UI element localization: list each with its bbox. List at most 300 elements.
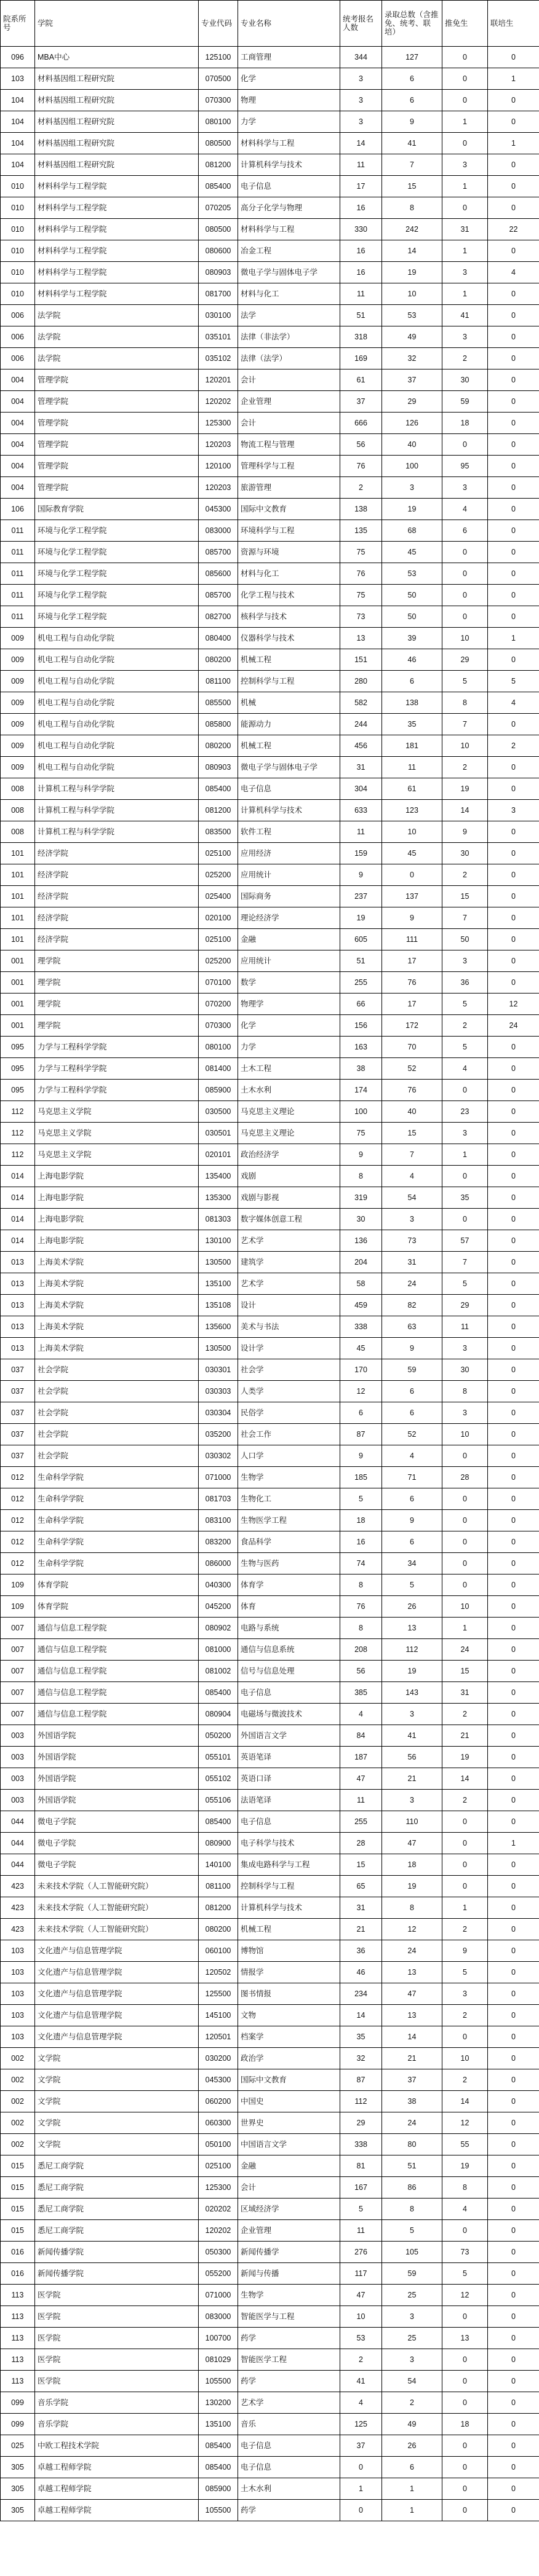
- cell-major-code: 055106: [199, 1790, 238, 1811]
- cell-college: 管理学院: [35, 477, 199, 499]
- cell-major-name: 情报学: [238, 1962, 340, 1983]
- cell-applicants: 75: [340, 542, 382, 563]
- cell-major-code: 045300: [199, 2069, 238, 2091]
- cell-dept-code: 104: [1, 111, 35, 133]
- cell-joint: 0: [488, 1058, 539, 1080]
- header-major-name: 专业名称: [238, 1, 340, 47]
- cell-college: 通信与信息工程学院: [35, 1639, 199, 1661]
- cell-dept-code: 012: [1, 1467, 35, 1488]
- cell-recommended: 0: [442, 2435, 488, 2457]
- cell-major-code: 105500: [199, 2500, 238, 2521]
- cell-applicants: 87: [340, 1424, 382, 1445]
- cell-major-code: 030301: [199, 1359, 238, 1381]
- cell-joint: 0: [488, 111, 539, 133]
- cell-applicants: 8: [340, 1166, 382, 1187]
- cell-dept-code: 011: [1, 606, 35, 628]
- cell-college: 材料基因组工程研究院: [35, 154, 199, 176]
- cell-applicants: 167: [340, 2177, 382, 2199]
- cell-major-code: 120501: [199, 2026, 238, 2048]
- cell-dept-code: 011: [1, 520, 35, 542]
- cell-admitted-total: 110: [382, 1811, 442, 1833]
- cell-major-code: 030303: [199, 1381, 238, 1402]
- cell-college: 通信与信息工程学院: [35, 1682, 199, 1704]
- cell-dept-code: 113: [1, 2371, 35, 2392]
- cell-applicants: 280: [340, 671, 382, 692]
- cell-applicants: 16: [340, 197, 382, 219]
- cell-major-name: 智能医学工程: [238, 2349, 340, 2371]
- cell-recommended: 15: [442, 1661, 488, 1682]
- table-row: [1, 950, 539, 972]
- cell-recommended: 50: [442, 929, 488, 950]
- header-college: 学院: [35, 1, 199, 47]
- cell-major-code: 070100: [199, 972, 238, 994]
- cell-joint: 0: [488, 1338, 539, 1359]
- cell-joint: 0: [488, 1639, 539, 1661]
- cell-admitted-total: 111: [382, 929, 442, 950]
- cell-admitted-total: 19: [382, 1661, 442, 1682]
- cell-college: 文化遗产与信息管理学院: [35, 1983, 199, 2005]
- cell-applicants: 16: [340, 1531, 382, 1553]
- cell-joint: 0: [488, 90, 539, 111]
- cell-major-code: 120202: [199, 2220, 238, 2242]
- cell-joint: 24: [488, 1015, 539, 1037]
- cell-major-name: 土木水利: [238, 1080, 340, 1101]
- cell-major-name: 计算机科学与技术: [238, 1897, 340, 1919]
- table-row: [1, 348, 539, 369]
- cell-major-code: 085700: [199, 585, 238, 606]
- cell-applicants: 0: [340, 2500, 382, 2521]
- cell-dept-code: 014: [1, 1209, 35, 1230]
- cell-recommended: 0: [442, 1531, 488, 1553]
- table-row: [1, 2457, 539, 2478]
- cell-major-name: 环境科学与工程: [238, 520, 340, 542]
- cell-major-code: 070300: [199, 90, 238, 111]
- cell-admitted-total: 63: [382, 1316, 442, 1338]
- cell-major-name: 食品科学: [238, 1531, 340, 1553]
- cell-joint: 0: [488, 2478, 539, 2500]
- cell-joint: 0: [488, 1037, 539, 1058]
- cell-major-code: 145100: [199, 2005, 238, 2026]
- table-row: [1, 1058, 539, 1080]
- cell-joint: 0: [488, 714, 539, 735]
- cell-admitted-total: 25: [382, 2285, 442, 2306]
- cell-admitted-total: 1: [382, 2500, 442, 2521]
- cell-major-name: 世界史: [238, 2112, 340, 2134]
- cell-applicants: 28: [340, 1833, 382, 1854]
- cell-recommended: 3: [442, 262, 488, 283]
- table-row: [1, 2435, 539, 2457]
- table-row: [1, 692, 539, 714]
- cell-major-code: 025200: [199, 950, 238, 972]
- table-row: [1, 477, 539, 499]
- cell-joint: 0: [488, 1574, 539, 1596]
- cell-applicants: 6: [340, 1402, 382, 1424]
- cell-major-code: 130500: [199, 1252, 238, 1273]
- cell-major-code: 080900: [199, 1833, 238, 1854]
- cell-major-name: 通信与信息系统: [238, 1639, 340, 1661]
- cell-admitted-total: 3: [382, 2349, 442, 2371]
- cell-major-name: 国际商务: [238, 886, 340, 907]
- cell-joint: 0: [488, 1488, 539, 1510]
- cell-recommended: 0: [442, 197, 488, 219]
- cell-college: 机电工程与自动化学院: [35, 692, 199, 714]
- cell-major-name: 电子信息: [238, 1682, 340, 1704]
- table-row: [1, 907, 539, 929]
- cell-dept-code: 007: [1, 1661, 35, 1682]
- cell-recommended: 1: [442, 1618, 488, 1639]
- cell-admitted-total: 7: [382, 1144, 442, 1166]
- table-row: [1, 2199, 539, 2220]
- cell-college: 环境与化学工程学院: [35, 606, 199, 628]
- cell-admitted-total: 15: [382, 176, 442, 197]
- cell-admitted-total: 4: [382, 1445, 442, 1467]
- cell-joint: 0: [488, 950, 539, 972]
- cell-major-code: 055200: [199, 2263, 238, 2285]
- cell-college: 上海电影学院: [35, 1230, 199, 1252]
- cell-joint: 0: [488, 1445, 539, 1467]
- cell-recommended: 3: [442, 477, 488, 499]
- cell-college: 理学院: [35, 994, 199, 1015]
- cell-major-code: 020100: [199, 907, 238, 929]
- cell-admitted-total: 37: [382, 369, 442, 391]
- cell-major-code: 080100: [199, 111, 238, 133]
- cell-joint: 0: [488, 821, 539, 843]
- cell-joint: 0: [488, 886, 539, 907]
- cell-major-code: 060200: [199, 2091, 238, 2112]
- cell-admitted-total: 41: [382, 133, 442, 154]
- cell-applicants: 11: [340, 283, 382, 305]
- cell-college: 上海美术学院: [35, 1316, 199, 1338]
- cell-college: 法学院: [35, 305, 199, 326]
- cell-joint: 0: [488, 2349, 539, 2371]
- cell-major-code: 135400: [199, 1166, 238, 1187]
- cell-major-name: 体育学: [238, 1574, 340, 1596]
- cell-recommended: 28: [442, 1467, 488, 1488]
- cell-recommended: 2: [442, 2005, 488, 2026]
- cell-applicants: 58: [340, 1273, 382, 1295]
- cell-dept-code: 010: [1, 219, 35, 240]
- table-row: [1, 2349, 539, 2371]
- cell-college: 上海电影学院: [35, 1166, 199, 1187]
- table-row: [1, 714, 539, 735]
- cell-major-name: 金融: [238, 929, 340, 950]
- cell-major-code: 085400: [199, 778, 238, 800]
- cell-major-code: 025100: [199, 2155, 238, 2177]
- cell-applicants: 151: [340, 649, 382, 671]
- cell-major-code: 085400: [199, 176, 238, 197]
- cell-college: 医学院: [35, 2285, 199, 2306]
- cell-college: 文化遗产与信息管理学院: [35, 1962, 199, 1983]
- cell-admitted-total: 54: [382, 1187, 442, 1209]
- cell-applicants: 46: [340, 1962, 382, 1983]
- table-row: [1, 1402, 539, 1424]
- cell-dept-code: 002: [1, 2091, 35, 2112]
- cell-major-code: 045300: [199, 499, 238, 520]
- cell-college: 环境与化学工程学院: [35, 585, 199, 606]
- cell-admitted-total: 34: [382, 1553, 442, 1574]
- cell-major-code: 081000: [199, 1639, 238, 1661]
- cell-college: 材料科学与工程学院: [35, 283, 199, 305]
- cell-major-code: 020202: [199, 2199, 238, 2220]
- table-row: [1, 283, 539, 305]
- cell-major-code: 035200: [199, 1424, 238, 1445]
- cell-recommended: 55: [442, 2134, 488, 2155]
- cell-applicants: 318: [340, 326, 382, 348]
- cell-joint: 1: [488, 133, 539, 154]
- cell-admitted-total: 41: [382, 1725, 442, 1747]
- cell-admitted-total: 100: [382, 456, 442, 477]
- cell-applicants: 4: [340, 2392, 382, 2414]
- cell-admitted-total: 68: [382, 520, 442, 542]
- cell-dept-code: 015: [1, 2155, 35, 2177]
- cell-recommended: 0: [442, 90, 488, 111]
- cell-dept-code: 013: [1, 1338, 35, 1359]
- cell-joint: 0: [488, 1101, 539, 1123]
- cell-recommended: 1: [442, 240, 488, 262]
- cell-admitted-total: 13: [382, 1962, 442, 1983]
- cell-applicants: 16: [340, 262, 382, 283]
- cell-college: 马克思主义学院: [35, 1123, 199, 1144]
- cell-major-code: 130500: [199, 1338, 238, 1359]
- cell-admitted-total: 6: [382, 90, 442, 111]
- table-row: [1, 1080, 539, 1101]
- cell-major-code: 083000: [199, 2306, 238, 2328]
- table-row: [1, 1445, 539, 1467]
- cell-joint: 0: [488, 1510, 539, 1531]
- table-row: [1, 262, 539, 283]
- cell-joint: 0: [488, 1531, 539, 1553]
- cell-admitted-total: 47: [382, 1983, 442, 2005]
- cell-major-name: 企业管理: [238, 2220, 340, 2242]
- cell-admitted-total: 13: [382, 1618, 442, 1639]
- cell-admitted-total: 8: [382, 197, 442, 219]
- cell-college: 环境与化学工程学院: [35, 520, 199, 542]
- cell-major-name: 计算机科学与技术: [238, 154, 340, 176]
- cell-college: 机电工程与自动化学院: [35, 671, 199, 692]
- cell-college: 医学院: [35, 2371, 199, 2392]
- cell-college: 马克思主义学院: [35, 1101, 199, 1123]
- table-row: [1, 2500, 539, 2521]
- cell-college: 文化遗产与信息管理学院: [35, 2005, 199, 2026]
- cell-college: 生命科学学院: [35, 1553, 199, 1574]
- cell-joint: 0: [488, 1704, 539, 1725]
- cell-recommended: 31: [442, 1682, 488, 1704]
- cell-applicants: 61: [340, 369, 382, 391]
- cell-admitted-total: 9: [382, 1338, 442, 1359]
- table-row: [1, 1725, 539, 1747]
- cell-applicants: 37: [340, 391, 382, 413]
- cell-dept-code: 016: [1, 2263, 35, 2285]
- cell-applicants: 138: [340, 499, 382, 520]
- cell-joint: 0: [488, 606, 539, 628]
- cell-dept-code: 016: [1, 2242, 35, 2263]
- table-row: [1, 2242, 539, 2263]
- cell-admitted-total: 123: [382, 800, 442, 821]
- cell-major-code: 085700: [199, 542, 238, 563]
- table-row: [1, 1768, 539, 1790]
- cell-dept-code: 101: [1, 907, 35, 929]
- table-row: [1, 154, 539, 176]
- table-row: [1, 2371, 539, 2392]
- cell-recommended: 6: [442, 520, 488, 542]
- cell-applicants: 31: [340, 1897, 382, 1919]
- table-row: [1, 563, 539, 585]
- cell-applicants: 29: [340, 2112, 382, 2134]
- cell-major-name: 中国史: [238, 2091, 340, 2112]
- cell-applicants: 45: [340, 1338, 382, 1359]
- cell-joint: 0: [488, 391, 539, 413]
- cell-admitted-total: 11: [382, 757, 442, 778]
- cell-recommended: 30: [442, 1359, 488, 1381]
- cell-dept-code: 037: [1, 1381, 35, 1402]
- cell-joint: 0: [488, 1596, 539, 1618]
- cell-applicants: 65: [340, 1876, 382, 1897]
- cell-major-name: 工商管理: [238, 47, 340, 68]
- cell-recommended: 0: [442, 2478, 488, 2500]
- cell-admitted-total: 59: [382, 1359, 442, 1381]
- cell-college: 音乐学院: [35, 2392, 199, 2414]
- cell-recommended: 59: [442, 391, 488, 413]
- cell-college: 文化遗产与信息管理学院: [35, 1940, 199, 1962]
- cell-major-code: 083200: [199, 1531, 238, 1553]
- cell-major-name: 理论经济学: [238, 907, 340, 929]
- cell-major-name: 新闻与传播: [238, 2263, 340, 2285]
- cell-dept-code: 003: [1, 1725, 35, 1747]
- header-applicants: 统考报名人数: [340, 1, 382, 47]
- cell-dept-code: 012: [1, 1488, 35, 1510]
- cell-applicants: 3: [340, 68, 382, 90]
- cell-major-code: 085800: [199, 714, 238, 735]
- cell-dept-code: 112: [1, 1123, 35, 1144]
- cell-major-code: 030500: [199, 1101, 238, 1123]
- cell-recommended: 10: [442, 2048, 488, 2069]
- cell-applicants: 456: [340, 735, 382, 757]
- cell-admitted-total: 53: [382, 305, 442, 326]
- cell-joint: 0: [488, 176, 539, 197]
- cell-recommended: 11: [442, 1316, 488, 1338]
- cell-joint: 0: [488, 1962, 539, 1983]
- cell-applicants: 2: [340, 477, 382, 499]
- table-row: [1, 1295, 539, 1316]
- cell-joint: 0: [488, 542, 539, 563]
- cell-dept-code: 095: [1, 1080, 35, 1101]
- cell-admitted-total: 8: [382, 1897, 442, 1919]
- cell-major-name: 化学: [238, 68, 340, 90]
- cell-college: 生命科学学院: [35, 1488, 199, 1510]
- cell-major-name: 管理科学与工程: [238, 456, 340, 477]
- cell-dept-code: 001: [1, 994, 35, 1015]
- cell-joint: 0: [488, 1273, 539, 1295]
- cell-admitted-total: 19: [382, 1876, 442, 1897]
- cell-admitted-total: 138: [382, 692, 442, 714]
- cell-major-name: 电路与系统: [238, 1618, 340, 1639]
- cell-admitted-total: 13: [382, 2005, 442, 2026]
- cell-recommended: 0: [442, 1510, 488, 1531]
- cell-admitted-total: 40: [382, 434, 442, 456]
- cell-major-code: 080100: [199, 1037, 238, 1058]
- cell-college: 生命科学学院: [35, 1510, 199, 1531]
- cell-admitted-total: 35: [382, 714, 442, 735]
- cell-admitted-total: 51: [382, 2155, 442, 2177]
- cell-recommended: 0: [442, 2220, 488, 2242]
- cell-major-name: 生物医学工程: [238, 1510, 340, 1531]
- cell-recommended: 5: [442, 2263, 488, 2285]
- cell-admitted-total: 26: [382, 1596, 442, 1618]
- cell-major-code: 050100: [199, 2134, 238, 2155]
- cell-college: 机电工程与自动化学院: [35, 649, 199, 671]
- cell-college: 材料科学与工程学院: [35, 197, 199, 219]
- cell-major-name: 区域经济学: [238, 2199, 340, 2220]
- table-row: [1, 90, 539, 111]
- cell-dept-code: 113: [1, 2285, 35, 2306]
- cell-college: 经济学院: [35, 907, 199, 929]
- cell-applicants: 170: [340, 1359, 382, 1381]
- cell-joint: 0: [488, 585, 539, 606]
- cell-dept-code: 011: [1, 585, 35, 606]
- cell-admitted-total: 47: [382, 1833, 442, 1854]
- cell-applicants: 73: [340, 606, 382, 628]
- cell-major-name: 物理: [238, 90, 340, 111]
- cell-college: 社会学院: [35, 1381, 199, 1402]
- cell-major-code: 050300: [199, 2242, 238, 2263]
- cell-joint: 0: [488, 1768, 539, 1790]
- cell-major-name: 国际中文教育: [238, 2069, 340, 2091]
- cell-applicants: 605: [340, 929, 382, 950]
- cell-college: 通信与信息工程学院: [35, 1704, 199, 1725]
- cell-admitted-total: 127: [382, 47, 442, 68]
- cell-dept-code: 044: [1, 1833, 35, 1854]
- cell-admitted-total: 73: [382, 1230, 442, 1252]
- cell-joint: 0: [488, 2457, 539, 2478]
- cell-admitted-total: 54: [382, 2371, 442, 2392]
- cell-major-name: 计算机科学与技术: [238, 800, 340, 821]
- cell-major-code: 085600: [199, 563, 238, 585]
- cell-dept-code: 015: [1, 2199, 35, 2220]
- cell-applicants: 169: [340, 348, 382, 369]
- cell-major-name: 材料科学与工程: [238, 133, 340, 154]
- table-row: [1, 2026, 539, 2048]
- table-row: [1, 2285, 539, 2306]
- cell-joint: 0: [488, 2242, 539, 2263]
- cell-applicants: 304: [340, 778, 382, 800]
- cell-major-code: 030200: [199, 2048, 238, 2069]
- table-row: [1, 47, 539, 68]
- table-row: [1, 1553, 539, 1574]
- cell-recommended: 2: [442, 1015, 488, 1037]
- cell-major-name: 控制科学与工程: [238, 671, 340, 692]
- cell-dept-code: 011: [1, 563, 35, 585]
- cell-admitted-total: 6: [382, 2457, 442, 2478]
- cell-major-name: 企业管理: [238, 391, 340, 413]
- cell-major-name: 机械: [238, 692, 340, 714]
- cell-recommended: 0: [442, 1574, 488, 1596]
- cell-major-name: 艺术学: [238, 1273, 340, 1295]
- cell-applicants: 66: [340, 994, 382, 1015]
- cell-major-code: 085400: [199, 1682, 238, 1704]
- cell-college: 计算机工程与科学学院: [35, 800, 199, 821]
- cell-dept-code: 009: [1, 649, 35, 671]
- cell-recommended: 2: [442, 1919, 488, 1940]
- cell-college: 文学院: [35, 2091, 199, 2112]
- cell-admitted-total: 76: [382, 1080, 442, 1101]
- table-row: [1, 821, 539, 843]
- cell-major-code: 085500: [199, 692, 238, 714]
- cell-recommended: 5: [442, 1273, 488, 1295]
- cell-joint: 0: [488, 1144, 539, 1166]
- cell-recommended: 14: [442, 1768, 488, 1790]
- cell-joint: 0: [488, 240, 539, 262]
- cell-college: 音乐学院: [35, 2414, 199, 2435]
